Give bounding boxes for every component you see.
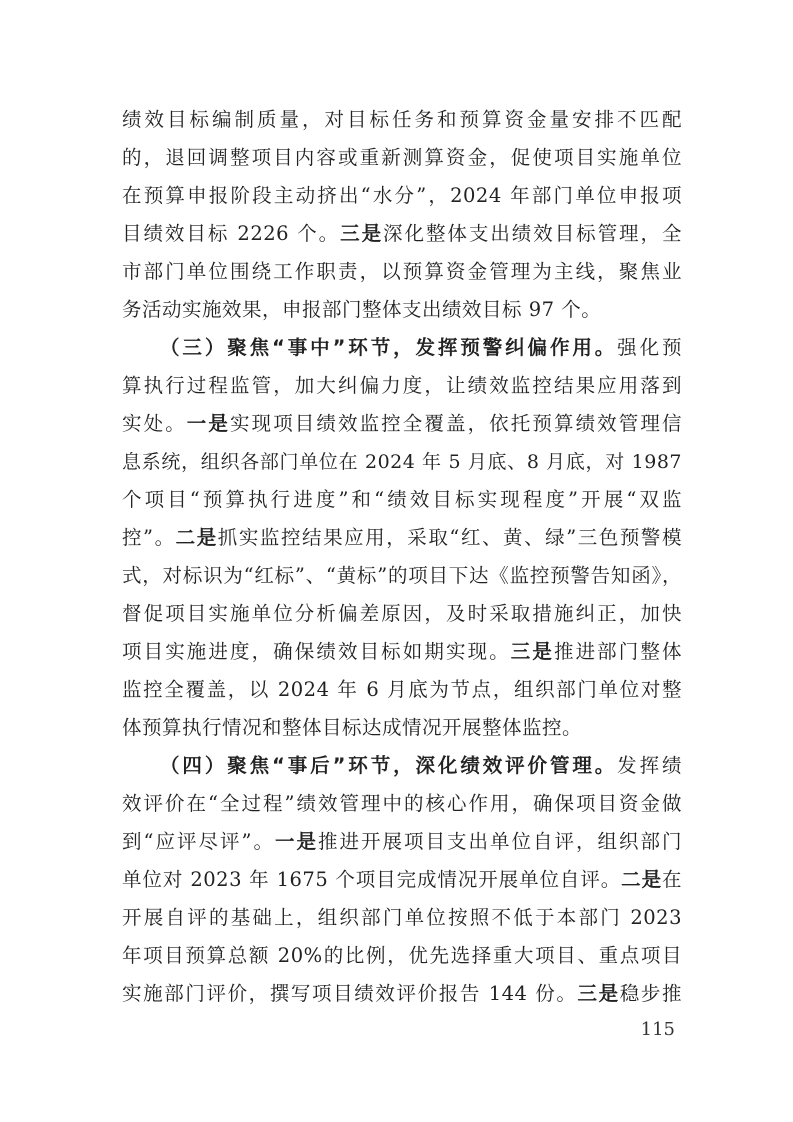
emphasis-label: 二是 [175,526,218,549]
text-line: 体预算执行情况和整体目标达成情况开展整体监控。 [122,716,583,739]
text-line: 绩效目标编制质量，对目标任务和预算资金量安排不匹配 [122,108,682,131]
text-line: 监控全覆盖，以 2024 年 6 月底为节点，组织部门单位对整 [122,678,682,701]
emphasis-label: 三是 [510,640,554,663]
emphasis-label: 一是 [274,830,318,853]
section-heading-line: （三）聚焦“事中”环节，发挥预警纠偏作用。强化预 [160,336,682,359]
section-heading-line: （四）聚焦“事后”环节，深化绩效评价管理。发挥绩 [160,754,682,777]
text-line: 年项目预算总额 20%的比例，优先选择重大项目、重点项目 [122,944,682,967]
page-number: 115 [640,1019,675,1040]
text-line: 算执行过程监管，加大纠偏力度，让绩效监控结果应用落到 [122,374,682,397]
text-line: 实施部门评价，撰写项目绩效评价报告 144 份。三是稳步推 [122,982,682,1005]
text-line: 开展自评的基础上，组织部门单位按照不低于本部门 2023 [122,906,682,929]
text-line: 个项目“预算执行进度”和“绩效目标实现程度”开展“双监 [122,488,682,511]
emphasis-label: 三是 [340,222,384,245]
text-line: 目绩效目标 2226 个。三是深化整体支出绩效目标管理，全 [122,222,682,245]
text-line: 在预算申报阶段主动挤出“水分”，2024 年部门单位申报项 [122,184,682,207]
emphasis-label: 一是 [186,412,230,435]
text-line: 市部门单位围绕工作职责，以预算资金管理为主线，聚焦业 [122,260,682,283]
text-line: 到“应评尽评”。一是推进开展项目支出单位自评，组织部门 [122,830,682,853]
text-line: 效评价在“全过程”绩效管理中的核心作用，确保项目资金做 [122,792,682,815]
text-line: 单位对 2023 年 1675 个项目完成情况开展单位自评。二是在 [122,868,682,891]
text-line: 项目实施进度，确保绩效目标如期实现。三是推进部门整体 [122,640,682,663]
text-line: 实处。一是实现项目绩效监控全覆盖，依托预算绩效管理信 [122,412,682,435]
section-heading-4: （四）聚焦“事后”环节，深化绩效评价管理。 [160,754,618,777]
text-line: 控”。二是抓实监控结果应用，采取“红、黄、绿”三色预警模 [122,526,682,549]
emphasis-label: 三是 [577,982,620,1005]
text-line: 务活动实施效果，申报部门整体支出绩效目标 97 个。 [122,298,602,321]
text-line: 式，对标识为“红标”、“黄标”的项目下达《监控预警告知函》， [122,564,682,587]
text-line: 督促项目实施单位分析偏差原因，及时采取措施纠正，加快 [122,602,682,625]
text-line: 息系统，组织各部门单位在 2024 年 5 月底、8 月底，对 1987 [122,451,682,473]
text-line: 的，退回调整项目内容或重新测算资金，促使项目实施单位 [122,146,682,169]
emphasis-label: 二是 [621,868,662,891]
section-heading-3: （三）聚焦“事中”环节，发挥预警纠偏作用。 [160,336,618,359]
